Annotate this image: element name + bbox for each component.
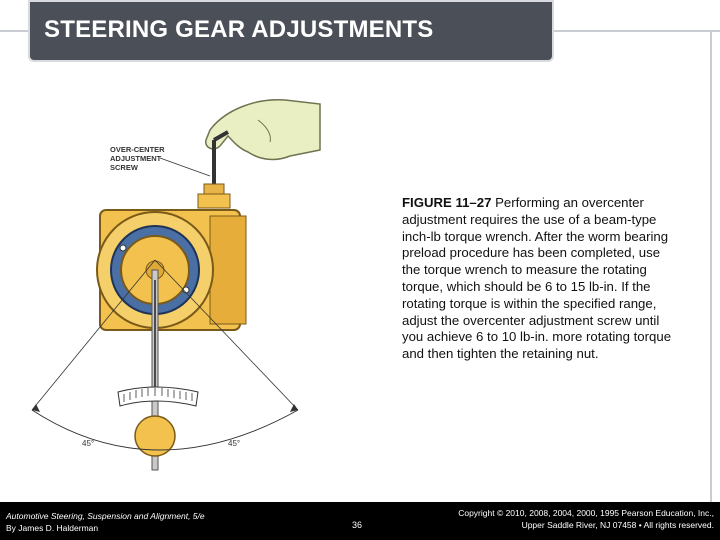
- footer-bar: [0, 502, 720, 540]
- figure-caption: [402, 195, 672, 363]
- steering-gear-diagram: [20, 90, 350, 500]
- book-author: By James D. Halderman: [6, 523, 99, 533]
- callout-label-line-1: OVER-CENTER: [110, 145, 165, 154]
- figure-number: FIGURE 11–27: [402, 195, 492, 210]
- copyright-line-1: Copyright © 2010, 2008, 2004, 2000, 1995 Pearson Education, Inc.,: [458, 508, 714, 518]
- footer-copyright: [458, 507, 714, 531]
- angle-label-left: 45°: [82, 439, 95, 448]
- frame-line-right: [710, 30, 712, 510]
- callout-label-line-2: ADJUSTMENT: [110, 154, 162, 163]
- slide-title: STEERING GEAR ADJUSTMENTS: [44, 16, 434, 43]
- callout-leader-line: [160, 158, 210, 176]
- angle-label-right: 45°: [228, 439, 241, 448]
- copyright-line-2: Upper Saddle River, NJ 07458 • All rights reserved.: [521, 520, 714, 530]
- footer-book-info: [6, 510, 205, 534]
- book-title: Automotive Steering, Suspension and Alignment, 5/e: [6, 511, 205, 521]
- page-number: 36: [352, 520, 363, 530]
- hand-illustration: [206, 100, 320, 160]
- callout-label-line-3: SCREW: [110, 163, 138, 172]
- steering-gear-illustration: [20, 90, 350, 500]
- caption-text: Performing an overcenter adjustment requires the use of a beam-type inch-lb torque wrench. After the worm bearing preload procedure has been completed, use the torque wrench to measure the rotating torque, which should be 6 to 15 lb-in. If the rotating torque is within the specified range, adjust the overcenter adjustment screw until you achieve 6 to 10 lb-in. more rotating torque and then tighten the retaining nut.: [402, 195, 672, 362]
